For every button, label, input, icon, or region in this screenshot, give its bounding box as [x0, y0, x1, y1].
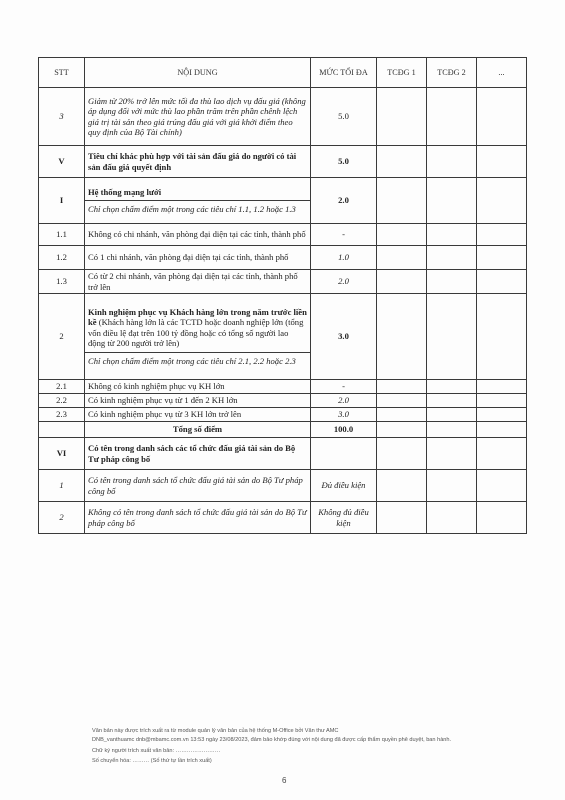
- row-stt: 2: [39, 502, 85, 534]
- row-score: 3.0: [311, 294, 377, 380]
- row-content: Tiêu chí khác phù hợp với tài sản đấu giá do người có tài sản đấu giá quyết định: [85, 146, 311, 178]
- row-stt: 1: [39, 470, 85, 502]
- section-note: Chỉ chọn chấm điểm một trong các tiêu chí 1.1, 1.2 hoặc 1.3: [88, 204, 296, 214]
- header-content: NỘI DUNG: [85, 58, 311, 88]
- table-row: [39, 146, 527, 178]
- row-score: 2.0: [311, 178, 377, 224]
- table-row: [39, 394, 527, 408]
- table-row: [39, 224, 527, 246]
- row-content: Có tên trong danh sách các tổ chức đấu giá tài sản do Bộ Tư pháp công bố: [85, 438, 311, 470]
- row-stt: 1.1: [39, 224, 85, 246]
- row-content: Không có tên trong danh sách tổ chức đấu giá tài sản do Bộ Tư pháp công bố: [85, 502, 311, 534]
- table-row: [39, 178, 527, 224]
- section-note: Chỉ chọn chấm điểm một trong các tiêu chí 2.1, 2.2 hoặc 2.3: [88, 355, 296, 366]
- table-row: [39, 438, 527, 470]
- footer-line: Văn bản này được trích xuất ra từ module quản lý văn bản của hệ thống M-Office bởi Văn thư AMC: [92, 728, 339, 734]
- table-row: [39, 408, 527, 422]
- row-score: 2.0: [311, 270, 377, 294]
- footer-line: Chữ ký người trích xuất văn bản: ……………………: [92, 748, 221, 754]
- row-score: 3.0: [311, 408, 377, 422]
- header-max: MỨC TỐI ĐA: [311, 58, 377, 88]
- row-content: Không có chi nhánh, văn phòng đại diện tại các tỉnh, thành phố: [85, 224, 311, 246]
- total-label: Tổng số điểm: [85, 422, 311, 438]
- row-score: 2.0: [311, 394, 377, 408]
- row-stt: V: [39, 146, 85, 178]
- table-row: [39, 470, 527, 502]
- row-stt: 1.2: [39, 246, 85, 270]
- row-content: Có tên trong danh sách tổ chức đấu giá tài sản do Bộ Tư pháp công bố: [85, 470, 311, 502]
- row-stt: 1.3: [39, 270, 85, 294]
- section-title-rest: (Khách hàng lớn là các TCTD hoặc doanh nghiệp lớn (tổng vốn điều lệ đạt trên 100 tỷ đồng hoặc có tổng số người lao động từ 200 người trở lên): [88, 317, 304, 349]
- row-score: 5.0: [311, 88, 377, 146]
- total-row: [39, 422, 527, 438]
- header-tcdg2: TCĐG 2: [427, 58, 477, 88]
- footer-line: Số chuyển hóa: ……… (Số thứ tự lần trích xuất): [92, 758, 212, 764]
- header-more: ...: [477, 58, 527, 88]
- row-stt: I: [39, 178, 85, 224]
- scoring-table: [38, 57, 527, 534]
- row-content: [85, 294, 311, 380]
- table-row: [39, 294, 527, 380]
- row-score: Đủ điều kiện: [311, 470, 377, 502]
- page-number: 6: [282, 776, 287, 785]
- total-score: 100.0: [311, 422, 377, 438]
- row-content: Có kinh nghiệm phục vụ từ 3 KH lớn trở lên: [85, 408, 311, 422]
- row-content: Không có kinh nghiệm phục vụ KH lớn: [85, 380, 311, 394]
- table-row: [39, 380, 527, 394]
- section-title: Hệ thống mạng lưới: [85, 187, 310, 201]
- header-stt: STT: [39, 58, 85, 88]
- table-row: [39, 246, 527, 270]
- row-stt: 2: [39, 294, 85, 380]
- section-title: Kinh nghiệm phục vụ Khách hàng lớn trong năm trước liền kề: [88, 306, 307, 328]
- row-content: Có kinh nghiệm phục vụ từ 1 đến 2 KH lớn: [85, 394, 311, 408]
- row-stt: 3: [39, 88, 85, 146]
- table-row: [39, 502, 527, 534]
- row-score: -: [311, 380, 377, 394]
- table-row: [39, 88, 527, 146]
- table-header-row: [39, 58, 527, 88]
- row-stt: 2.1: [39, 380, 85, 394]
- extraction-footer: [92, 726, 512, 766]
- header-tcdg1: TCĐG 1: [377, 58, 427, 88]
- row-content: Có 1 chi nhánh, văn phòng đại diện tại các tỉnh, thành phố: [85, 246, 311, 270]
- row-content: Có từ 2 chi nhánh, văn phòng đại diện tại các tỉnh, thành phố trở lên: [85, 270, 311, 294]
- table-row: [39, 270, 527, 294]
- row-score: Không đủ điều kiện: [311, 502, 377, 534]
- row-stt: 2.2: [39, 394, 85, 408]
- footer-line: DNB_vanthuamc dnb@mbamc.com.vn 13:53 ngày 23/08/2023, đảm bảo khớp đúng với nội dung đã được cấp thẩm quyền phê duyệt, ban hành.: [92, 737, 452, 743]
- row-content: Giảm từ 20% trở lên mức tối đa thù lao dịch vụ đấu giá (không áp dụng đối với mức thù lao phần trăm trên phần chênh lệch giá trị tài sản theo giá trúng đấu giá với giá khởi điểm theo quy định của Bộ Tài chính): [85, 88, 311, 146]
- row-score: -: [311, 224, 377, 246]
- row-stt: 2.3: [39, 408, 85, 422]
- row-score: 5.0: [311, 146, 377, 178]
- row-stt: VI: [39, 438, 85, 470]
- row-content: [85, 178, 311, 224]
- row-score: 1.0: [311, 246, 377, 270]
